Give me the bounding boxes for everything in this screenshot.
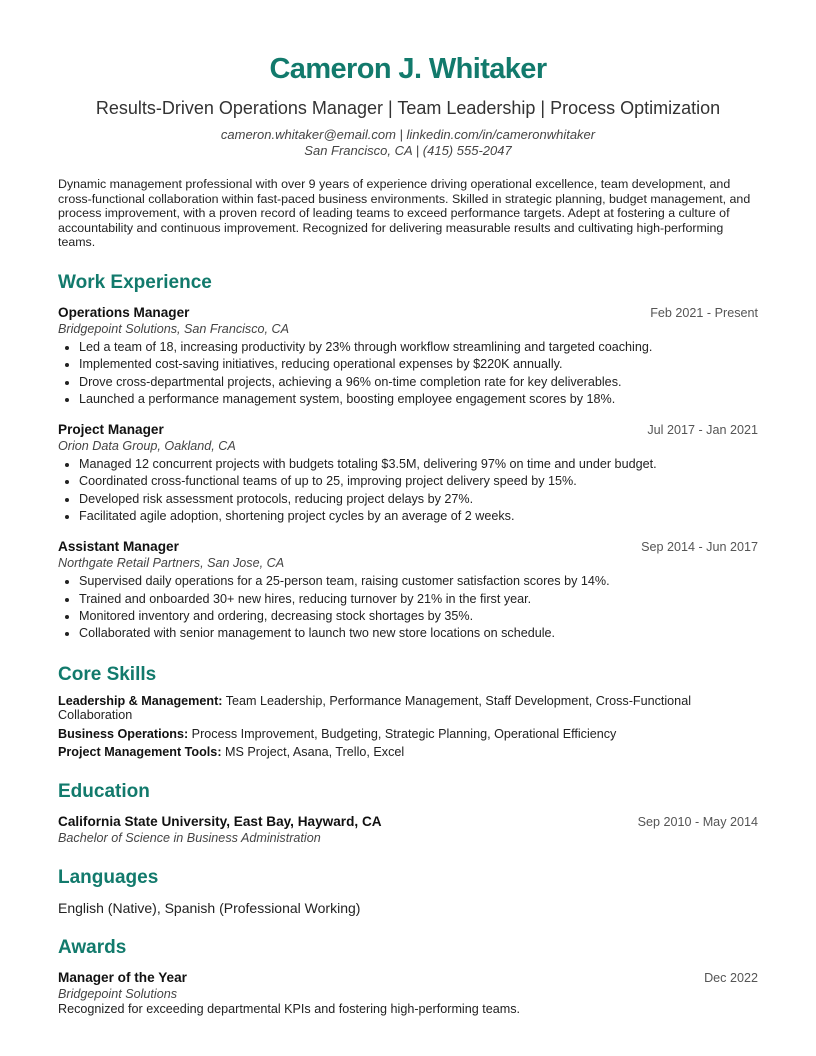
job-title: Operations Manager [58,304,190,320]
degree: Bachelor of Science in Business Administration [58,830,321,845]
candidate-name: Cameron J. Whitaker [269,53,547,85]
contact-info [58,127,758,158]
job-bullet: • Led a team of 18, increasing productivity by 23% through workflow streamlining and targeted coaching. [79,339,758,356]
job-organization: Bridgepoint Solutions, San Francisco, CA [58,321,290,336]
job-organization: Northgate Retail Partners, San Jose, CA [58,556,285,571]
contact-location-phone: San Francisco, CA | (415) 555-2047 [304,142,512,158]
skill-items: Process Improvement, Budgeting, Strategic Planning, Operational Efficiency [188,726,617,741]
job-title: Assistant Manager [58,539,179,555]
education-entry [58,814,758,846]
skill-category: Leadership & Management: [58,693,223,708]
job-dates: Sep 2014 - Jun 2017 [641,540,758,555]
job-bullet: • Developed risk assessment protocols, reducing project delays by 27%. [79,491,758,508]
section-title-work-experience: Work Experience [58,271,212,293]
award-title: Manager of the Year [58,969,187,985]
professional-summary: Dynamic management professional with over 9 years of experience driving operational excellence, team development, and cross-functional collaboration within fast-paced business environments. Skilled in strategic planning, budget management, and process improvement, with a proven record of leading teams to exceed performance targets. Adept at fostering a culture of accountability and continuous improvement. Recognized for delivering measurable results and cultivating high-performing teams. [58,177,751,250]
job-bullet: • Supervised daily operations for a 25-person team, raising customer satisfaction scores by 14%. [79,573,758,590]
job-bullet: • Monitored inventory and ordering, decreasing stock shortages by 35%. [79,608,758,625]
job-bullets [58,573,758,642]
headline-tagline: Results-Driven Operations Manager | Team Leadership | Process Optimization [95,98,721,118]
job-bullet: • Drove cross-departmental projects, achieving a 96% on-time completion rate for key deliverables. [79,374,758,391]
job-header [58,539,758,554]
job-organization: Orion Data Group, Oakland, CA [58,439,236,454]
section-title-languages: Languages [58,866,159,888]
job-bullet: • Launched a performance management system, boosting employee engagement scores by 18%. [79,391,758,408]
job-bullets [58,456,758,525]
section-title-education: Education [58,780,150,802]
contact-email-linkedin: cameron.whitaker@email.com | linkedin.com/in/cameronwhitaker [220,127,596,142]
job-bullet: • Facilitated agile adoption, shortening project cycles by an average of 2 weeks. [79,508,758,525]
award-header [58,970,758,985]
award-date: Dec 2022 [704,970,758,985]
award-entry [58,970,758,1017]
skill-category: Business Operations: [58,726,189,741]
skill-row [58,745,758,760]
skill-category: Project Management Tools: [58,745,222,760]
job-bullet: • Coordinated cross-functional teams of up to 25, improving project delivery speed by 15%. [79,473,758,490]
skill-items: MS Project, Asana, Trello, Excel [221,745,405,760]
skill-items: Team Leadership, Performance Management, Staff Development, Cross-Functional Collaboration [58,693,691,723]
skill-row [58,694,758,723]
skill-row [58,727,758,742]
job-bullets [58,339,758,408]
job-entry [58,305,758,408]
job-title: Project Manager [58,422,164,438]
job-entry [58,539,758,642]
job-dates: Feb 2021 - Present [650,305,758,320]
job-bullet: • Managed 12 concurrent projects with budgets totaling $3.5M, delivering 97% on time and under budget. [79,456,758,473]
section-title-core-skills: Core Skills [58,663,157,685]
languages-list: English (Native), Spanish (Professional Working) [58,899,361,916]
school-name: California State University, East Bay, Hayward, CA [58,813,382,829]
job-header [58,422,758,437]
job-bullet: • Implemented cost-saving initiatives, reducing operational expenses by $220K annually. [79,356,758,373]
skills-list [58,694,758,760]
job-header [58,305,758,320]
education-dates: Sep 2010 - May 2014 [637,814,758,829]
job-entry [58,422,758,525]
job-bullet: • Collaborated with senior management to launch two new store locations on schedule. [79,625,758,642]
job-dates: Jul 2017 - Jan 2021 [647,423,758,438]
job-bullet: • Trained and onboarded 30+ new hires, reducing turnover by 21% in the first year. [79,591,758,608]
section-title-awards: Awards [58,936,127,958]
award-organization: Bridgepoint Solutions [58,986,178,1001]
education-header [58,814,758,829]
award-description: Recognized for exceeding departmental KPIs and fostering high-performing teams. [58,1001,521,1016]
